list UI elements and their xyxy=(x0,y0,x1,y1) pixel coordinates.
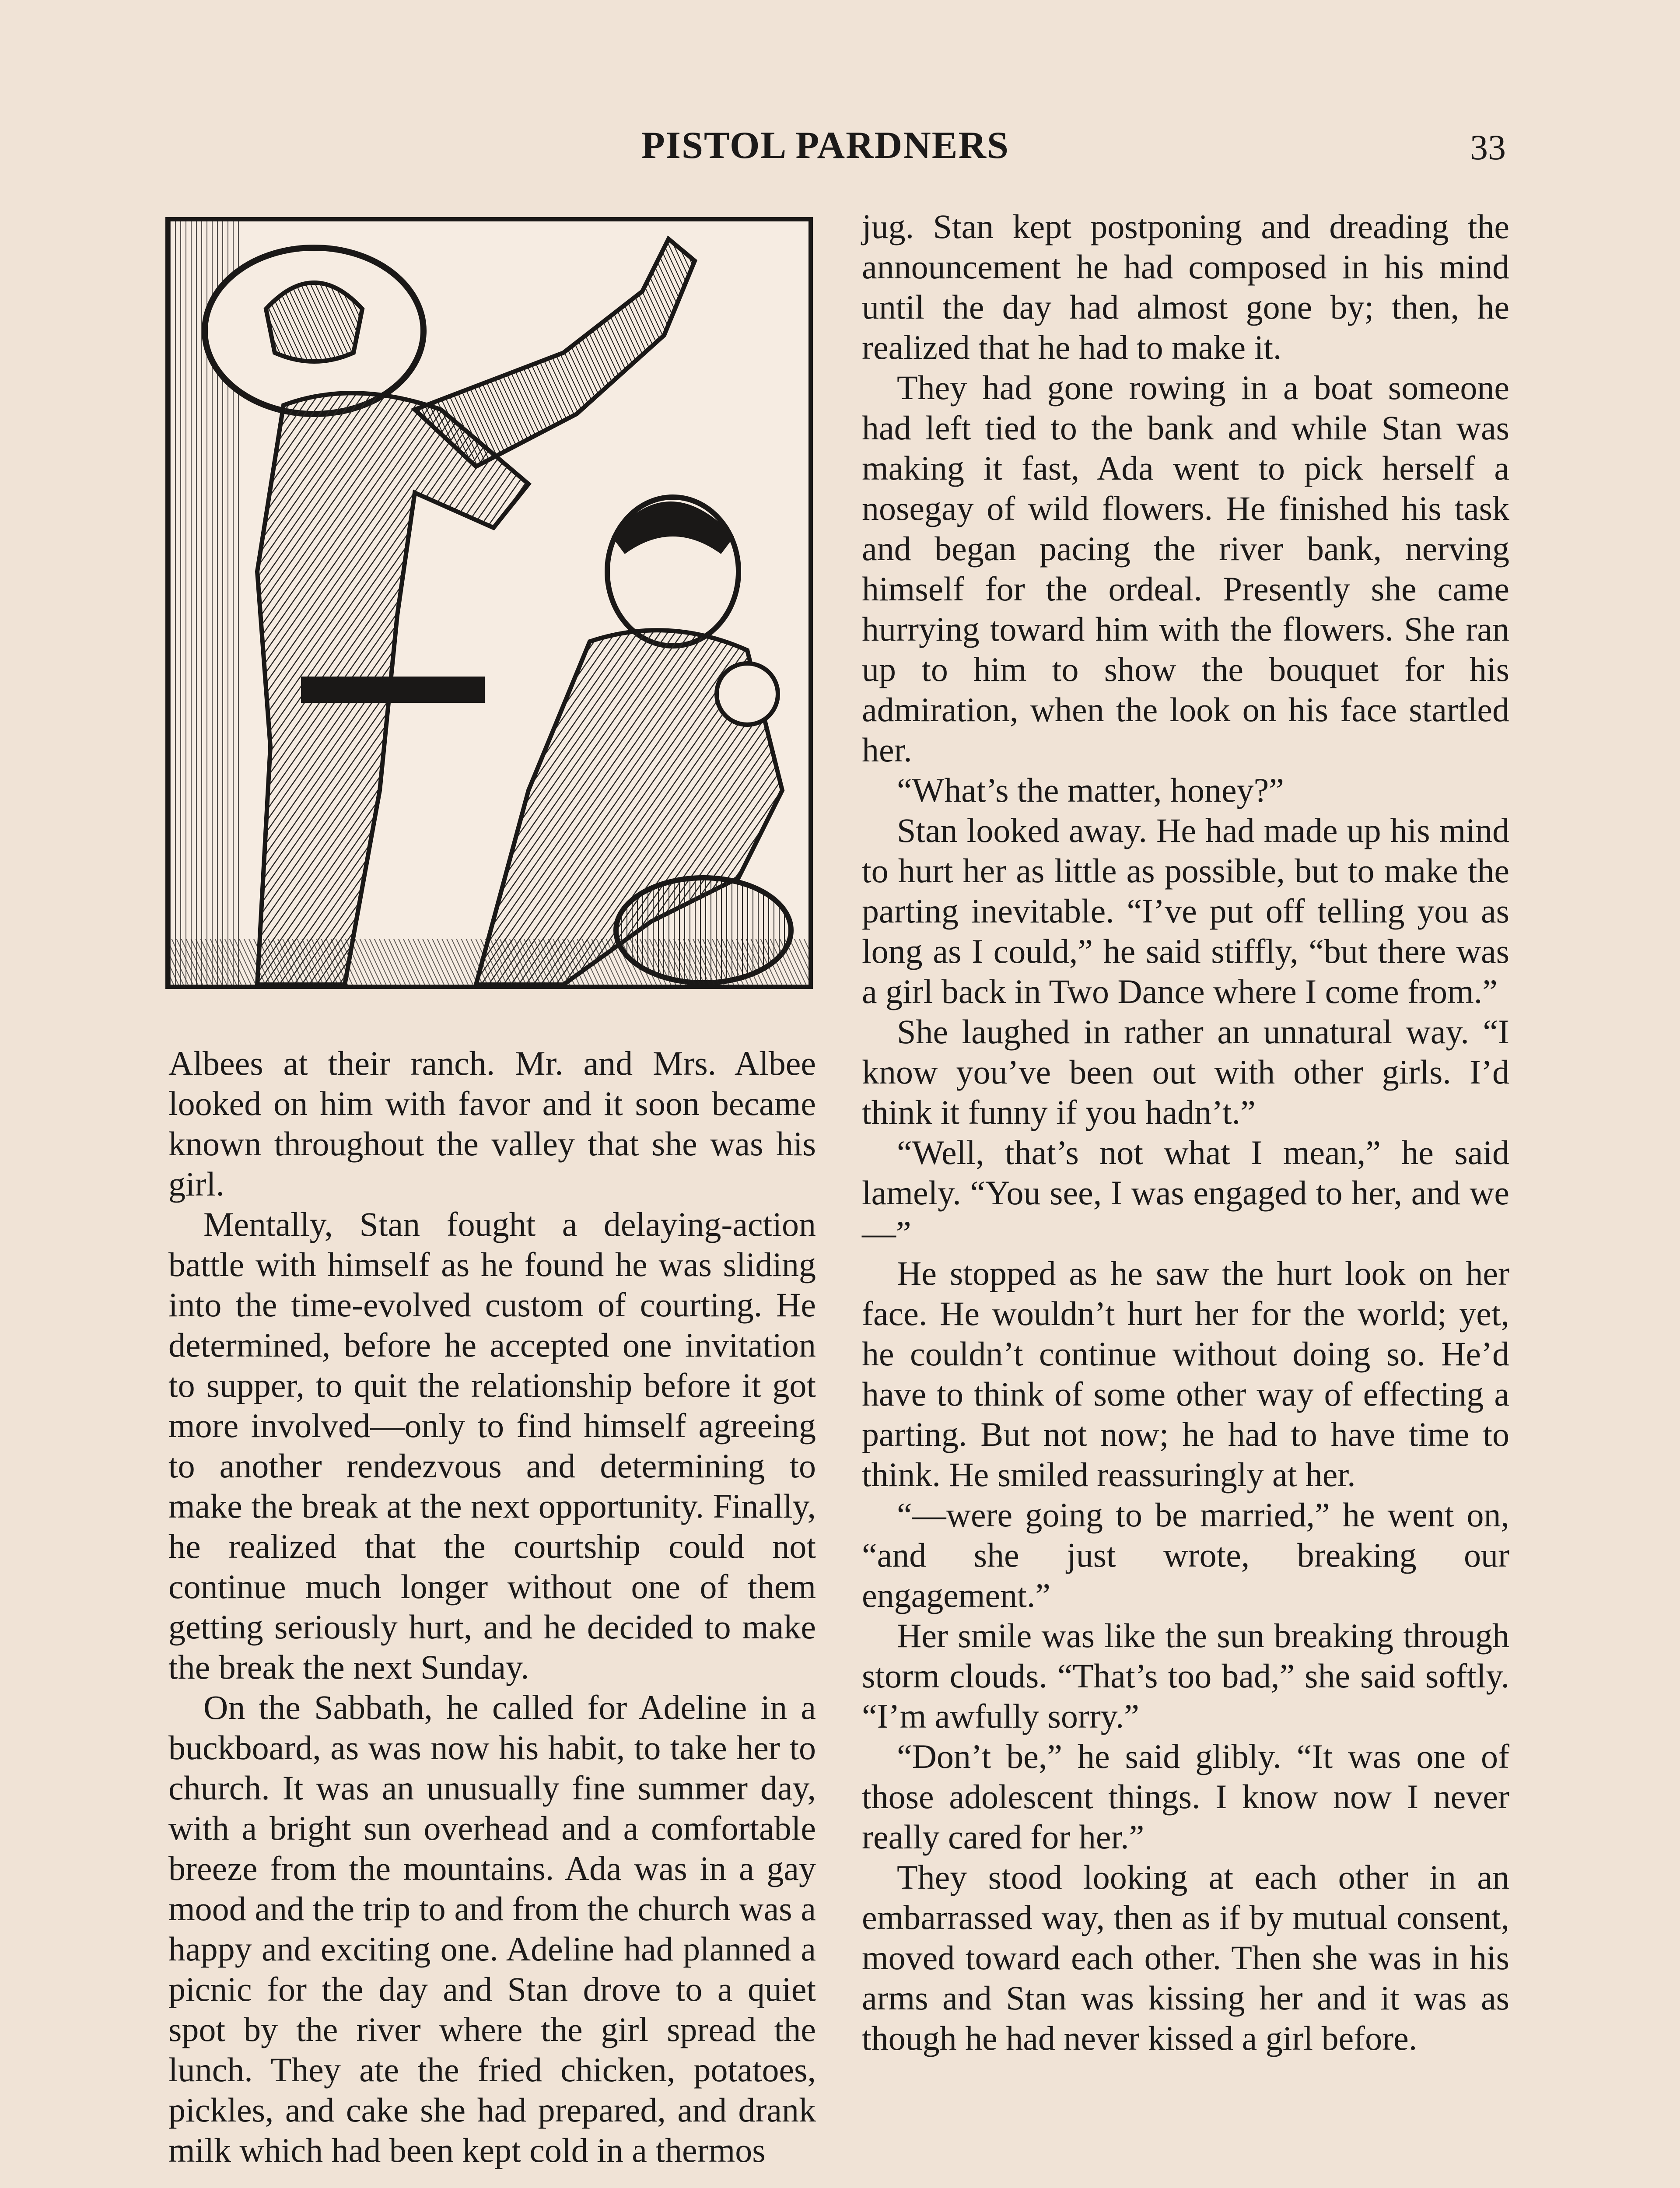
paragraph: They had gone rowing in a boat someone had left tied to the bank and while Stan was making it fast, Ada went to pick herself a nosegay of wild flowers. He finished his task and began pacing the river bank, nerving himself for the ordeal. Presently she came hurrying toward him with the flowers. She ran up to him to show the bouquet for his admiration, when the look on his face startled her. xyxy=(862,368,1509,769)
paragraph: She laughed in rather an unnatural way. “I know you’ve been out with other girls. I’d think it funny if you hadn’t.” xyxy=(862,1013,1509,1131)
paragraph: On the Sabbath, he called for Adeline in a buckboard, as was now his habit, to take her to church. It was an unusually fine summer day, with a bright sun overhead and a comfortable breeze from the mountains. Ada was in a gay mood and the trip to and from the church was a happy and exciting one. Adeline had planned a picnic for the day and Stan drove to a quiet spot by the river where the girl spread the lunch. They ate the fried chicken, potatoes, pickles, and cake she had prepared, and drank milk which had been kept cold in a thermos xyxy=(168,1688,816,2169)
fight-illustration-art xyxy=(170,221,808,985)
paragraph: Her smile was like the sun breaking through storm clouds. “That’s too bad,” she said softly. “I’m awfully sorry.” xyxy=(862,1616,1509,1735)
paragraph: “Don’t be,” he said glibly. “It was one of those adolescent things. I know now I never really cared for her.” xyxy=(862,1737,1509,1856)
paragraph: “Well, that’s not what I mean,” he said lamely. “You see, I was engaged to her, and we—” xyxy=(862,1133,1509,1252)
fight-illustration xyxy=(165,217,813,989)
paragraph: jug. Stan kept postponing and dreading the announcement he had composed in his mind until the day had almost gone by; then, he realized that he had to make it. xyxy=(862,207,1509,366)
running-head: PISTOL PARDNERS xyxy=(641,124,1009,167)
right-column xyxy=(862,207,1509,2058)
paragraph: He stopped as he saw the hurt look on her face. He wouldn’t hurt her for the world; yet, he couldn’t continue without doing so. He’d have to think of some other way of effecting a parting. But not now; he had to have time to think. He smiled reassuringly at her. xyxy=(862,1254,1509,1494)
paragraph: “What’s the matter, honey?” xyxy=(897,771,1284,809)
paragraph: Mentally, Stan fought a delaying-action battle with himself as he found he was sliding into the time-evolved custom of courting. He determined, before he accepted one invitation to supper, to quit the relationship before it got more involved—only to find himself agreeing to another rendezvous and determining to make the break at the next opportunity. Finally, he realized that the courtship could not continue much longer without one of them getting seriously hurt, and he decided to make the break the next Sunday. xyxy=(168,1205,816,1686)
left-column xyxy=(168,1043,816,2170)
page-number: 33 xyxy=(1470,127,1506,167)
paragraph: They stood looking at each other in an embarrassed way, then as if by mutual consent, moved toward each other. Then she was in his arms and Stan was kissing her and it was as though he had never kissed a girl before. xyxy=(862,1858,1509,2057)
paragraph: “—were going to be married,” he went on, “and she just wrote, breaking our engagement.” xyxy=(862,1496,1509,1614)
paragraph: Albees at their ranch. Mr. and Mrs. Albee looked on him with favor and it soon became known throughout the valley that she was his girl. xyxy=(168,1044,816,1203)
paragraph: Stan looked away. He had made up his mind to hurt her as little as possible, but to make the parting inevitable. “I’ve put off telling you as long as I could,” he said stiffly, “but there was a girl back in Two Dance where I come from.” xyxy=(862,811,1509,1010)
